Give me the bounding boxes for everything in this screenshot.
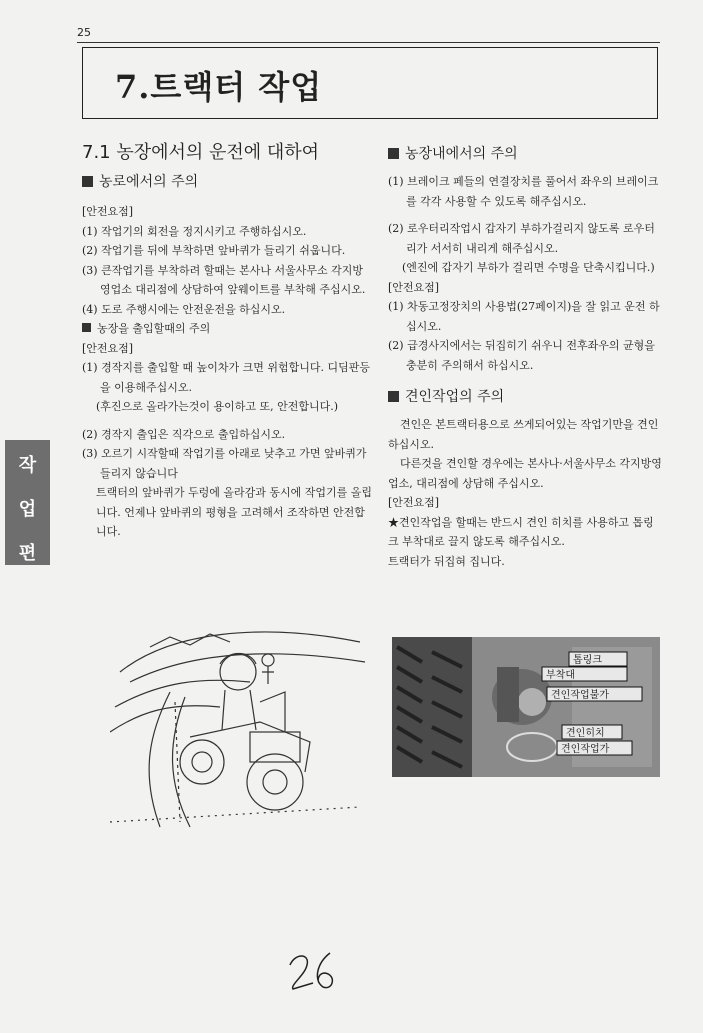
left-column	[82, 140, 372, 542]
safety-label: [안전요점]	[82, 205, 134, 218]
list-continuation: 트랙터의 앞바퀴가 두렁에 올라감과 동시에 작업기를 올립니다. 언제나 앞바퀴의 평형을 고려해서 조작하면 안전합니다.	[96, 486, 373, 538]
top-rule	[77, 42, 660, 43]
list-item: (2) 작업기를 뒤에 부착하면 앞바퀴가 들리기 쉬웁니다.	[82, 244, 346, 257]
list-note: (후진으로 올라가는것이 용이하고 또, 안전합니다.)	[96, 400, 339, 413]
list-item: (1) 경작지를 출입할 때 높이차가 크면 위험합니다. 디딤판등을 이용해주십시오.	[82, 361, 370, 394]
paragraph: 다른것을 견인할 경우에는 본사나·서울사무소 각지방영업소, 대리점에 상담해 주십시오.	[388, 457, 662, 490]
photo-label: 톱링크	[573, 655, 602, 666]
square-bullet-icon	[82, 323, 91, 332]
square-bullet-icon	[388, 391, 399, 402]
list-item: (1) 작업기의 회전을 정지시키고 주행하십시오.	[82, 224, 307, 238]
subsection-title: 농로에서의 주의	[82, 170, 372, 194]
safety-label: [안전요점]	[388, 496, 440, 509]
side-tab-char: 작	[18, 455, 37, 476]
list-item: (2) 경작지 출입은 직각으로 출입하십시오.	[82, 427, 286, 441]
photo-label: 부착대	[546, 670, 575, 681]
chapter-title-box	[82, 47, 658, 119]
tractor-illustration	[110, 612, 370, 837]
list-item: (3) 오르기 시작할때 작업기를 아래로 낮추고 가면 앞바퀴가 들리지 않습니다	[82, 447, 367, 480]
safety-label: [안전요점]	[82, 341, 134, 355]
subsection-title-small: 농장을 출입할때의 주의	[82, 319, 372, 339]
list-item: (2) 로우터리작업시 갑자기 부하가걸리지 않도록 로우터리가 서서히 내리게 해주십시오.	[388, 222, 655, 255]
list-item: (3) 큰작업기를 부착하려 할때는 본사나 서울사무소 각지방 영업소 대리점에 상담하여 앞웨이트를 부착해 주십시오.	[82, 263, 366, 296]
page-number: 25	[77, 26, 91, 39]
list-item: (1) 브레이크 페들의 연결장치를 풀어서 좌우의 브레이크를 각각 사용할 수 있도록 해주십시오.	[388, 175, 659, 208]
side-tab-char: 편	[18, 543, 37, 564]
safety-label: [안전요점]	[388, 280, 440, 294]
section-title: 7.1 농장에서의 운전에 대하여	[82, 142, 320, 163]
chapter-title: 7.트랙터 작업	[115, 68, 323, 106]
photo-label: 견인작업불가	[551, 690, 609, 701]
list-note: (엔진에 갑자기 부하가 걸리면 수명을 단축시킵니다.)	[402, 261, 655, 274]
side-tab-char: 업	[18, 499, 37, 520]
section-title: 농장내에서의 주의	[388, 142, 663, 166]
warning-text: 트랙터가 뒤집혀 집니다.	[388, 554, 505, 568]
list-item: (2) 급경사지에서는 뒤집히기 쉬우니 전후좌우의 균형을 충분히 주의해서 하십시오.	[388, 339, 655, 372]
photo-label: 견인작업가	[561, 744, 610, 755]
list-item: (1) 차동고정장치의 사용법(27페이지)을 잘 읽고 운전 하십시오.	[388, 300, 660, 333]
paragraph: 견인은 본트랙터용으로 쓰게되어있는 작업기만을 견인하십시오.	[388, 418, 659, 451]
photo-label: 견인히치	[566, 728, 605, 739]
handwritten-page-number	[285, 945, 345, 995]
hitch-photo	[392, 637, 660, 777]
warning-text: ★견인작업을 할때는 반드시 견인 히치를 사용하고 톱링크 부착대로 끌지 않도록 해주십시오.	[388, 515, 654, 548]
right-column	[388, 140, 663, 571]
side-tab	[5, 440, 50, 565]
square-bullet-icon	[388, 148, 399, 159]
section-title: 견인작업의 주의	[388, 385, 663, 409]
square-bullet-icon	[82, 176, 93, 187]
list-item: (4) 도로 주행시에는 안전운전을 하십시오.	[82, 302, 286, 316]
